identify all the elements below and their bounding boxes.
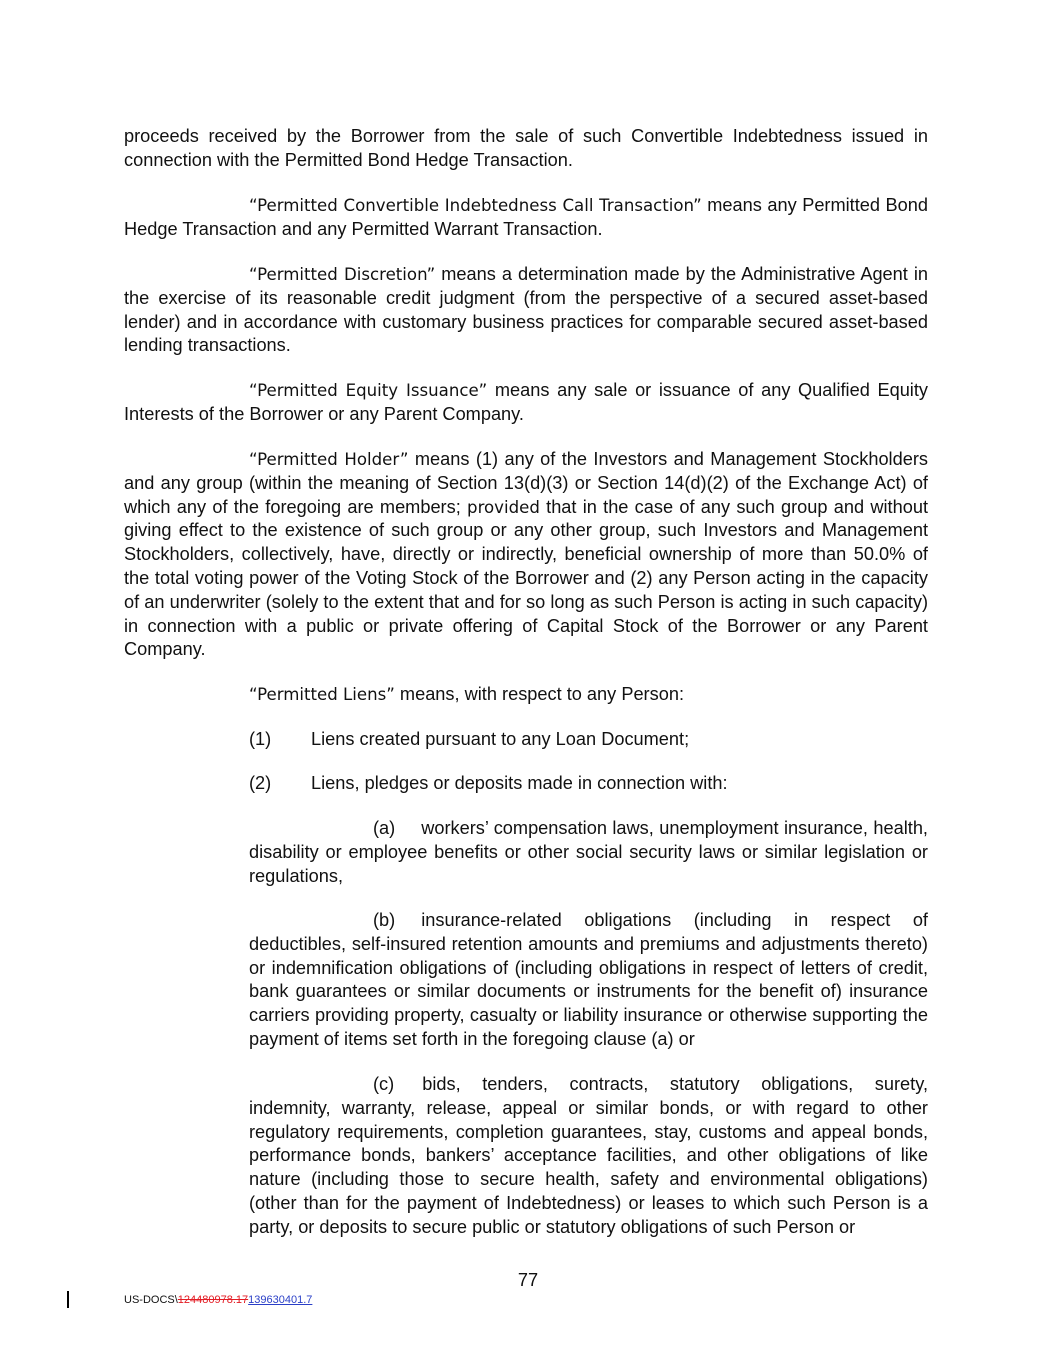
definition-permitted-equity-issuance: “Permitted Equity Issuance” means any sale or issuance of any Qualified Equity Interests of the Borrower or any Parent Company. [124, 380, 928, 424]
inserted-doc-id: 139630401.7 [248, 1294, 313, 1306]
definition-permitted-discretion: “Permitted Discretion” means a determination made by the Administrative Agent in the exercise of its reasonable credit judgment (from the perspective of a secured asset-based lender) and in accordance with customary business practices for comparable secured asset-based lending transactions. [124, 264, 928, 356]
sub-item-b: (b) insurance-related obligations (including in respect of deductibles, self-insured retention amounts and premiums and adjustments thereto) or indemnification obligations of (including obligations in respect of letters of credit, bank guarantees or similar documents or instruments for the benefit of) insurance carriers providing property, casualty or liability insurance or otherwise supporting the payment of items set forth in the foregoing clause (a) or [249, 910, 928, 1049]
definition-permitted-liens: “Permitted Liens” means, with respect to any Person: [249, 684, 684, 704]
document-id-footer: US-DOCS\124480978.17139630401.7 [124, 1294, 313, 1306]
change-bar [67, 1291, 69, 1308]
list-number: (2) [249, 773, 272, 793]
page-number: 77 [517, 1270, 539, 1290]
list-item-2: (2) Liens, pledges or deposits made in connection with: [249, 772, 728, 796]
provided-italic: provided [467, 497, 540, 517]
definition-permitted-convertible-indebtedness-call-transaction: “Permitted Convertible Indebtedness Call Transaction” means any Permitted Bond Hedge Transaction and any Permitted Warrant Transaction. [124, 195, 928, 239]
sub-label: (a) [373, 818, 396, 838]
definition-permitted-holder: “Permitted Holder” means (1) any of the Investors and Management Stockholders and any group (within the meaning of Section 13(d)(3) or Section 14(d)(2) of the Exchange Act) of which any of the foregoing are members; provided that in the case of any such group and without giving effect to the existence of such group or any other group, such Investors and Management Stockholders, collectively, have, directly or indirectly, beneficial ownership of more than 50.0% of the total voting power of the Voting Stock of the Borrower and (2) any Person acting in the capacity of an underwriter (solely to the extent that and for so long as such Person is acting in such capacity) in connection with a public or private offering of Capital Stock of the Borrower or any Parent Company. [124, 449, 929, 660]
sub-item-a: (a) workers’ compensation laws, unemployment insurance, health, disability or employee benefits or other social security laws or similar legislation or regulations, [249, 818, 928, 886]
sub-label: (c) [373, 1074, 395, 1094]
deleted-doc-id: 124480978.17 [177, 1294, 249, 1306]
list-number: (1) [249, 729, 272, 749]
defined-term: “Permitted Equity Issuance” [249, 381, 488, 400]
sub-item-c: (c) bids, tenders, contracts, statutory obligations, surety, indemnity, warranty, release, appeal or similar bonds, or with regard to other regulatory requirements, completion guarantees, stay, customs and appeal bonds, performance bonds, bankers’ acceptance facilities, and other obligations of like nature (including those to secure health, safety and environmental obligations) (other than for the payment of Indebtedness) or leases to which such Person is a party, or deposits to secure public or statutory obligations of such Person or [249, 1074, 928, 1237]
sub-label: (b) [373, 910, 396, 930]
defined-term: “Permitted Convertible Indebtedness Call Transaction” [249, 196, 702, 215]
paragraph-continuation: proceeds received by the Borrower from the sale of such Convertible Indebtedness issued in connection with the Permitted Bond Hedge Transaction. [124, 126, 928, 170]
defined-term: “Permitted Discretion” [249, 265, 436, 284]
defined-term: “Permitted Holder” [249, 450, 409, 469]
list-item-1: (1) Liens created pursuant to any Loan Document; [249, 728, 689, 752]
defined-term: “Permitted Liens” [249, 685, 395, 704]
